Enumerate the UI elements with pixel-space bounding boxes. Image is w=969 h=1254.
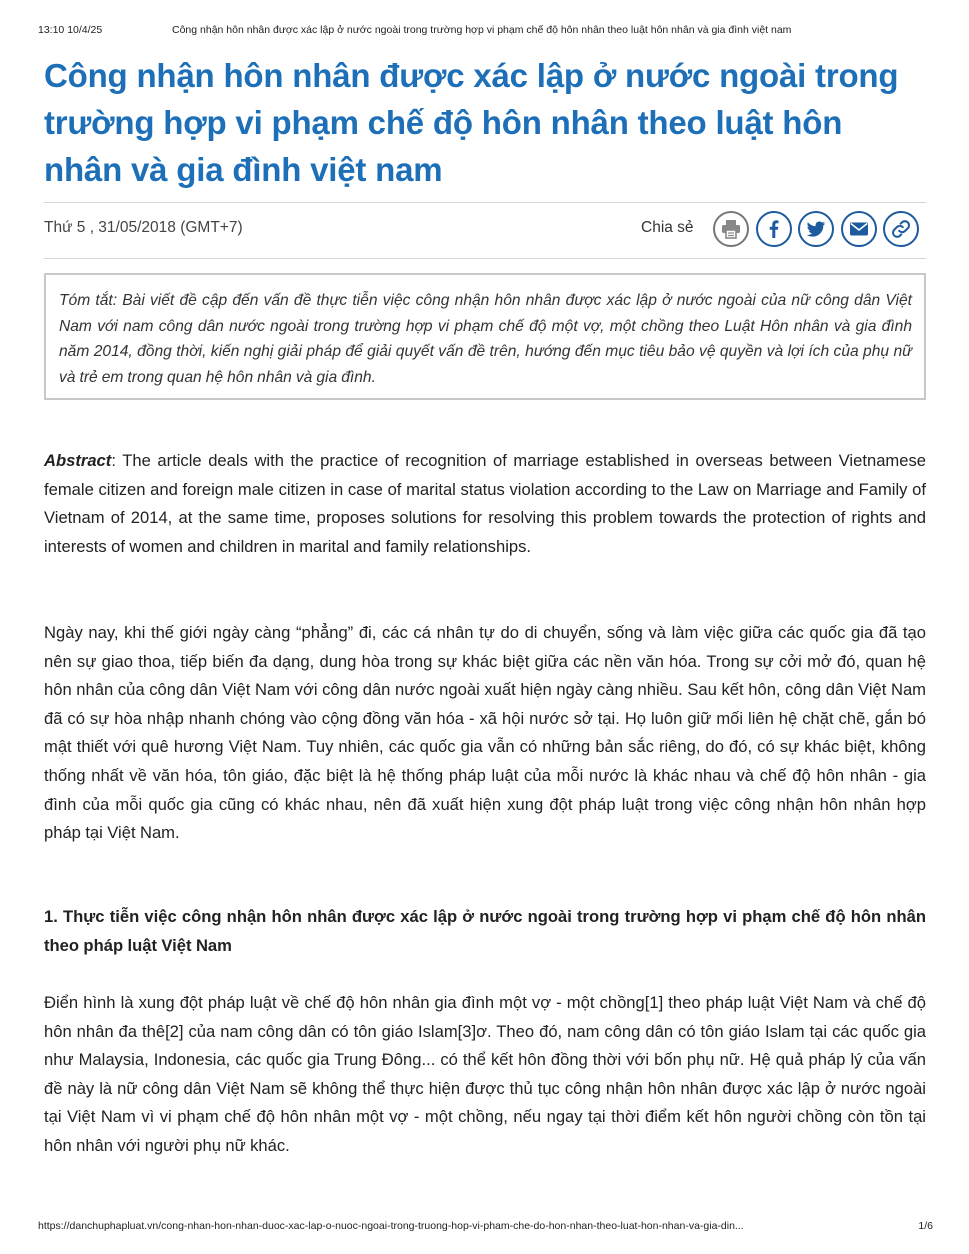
- copy-link-button[interactable]: [883, 211, 919, 247]
- facebook-icon: [763, 218, 785, 240]
- body-paragraph-1: Ngày nay, khi thế giới ngày càng “phẳng” đi, các cá nhân tự do di chuyển, sống và làm việc giữa các quốc gia đã tạo nên sự giao thoa, tiếp biến đa dạng, dung hòa trong sự khác biệt giữa các nền văn hóa. Trong sự cởi mở đó, quan hệ hôn nhân của công dân Việt Nam với công dân nước ngoài xuất hiện ngày càng nhiều. Sau kết hôn, công dân Việt Nam đã có sự hòa nhập nhanh chóng vào cộng đồng văn hóa - xã hội nước sở tại. Họ luôn giữ mối liên hệ chặt chẽ, gắn bó mật thiết với quê hương Việt Nam. Tuy nhiên, các quốc gia vẫn có những bản sắc riêng, do đó, có sự khác biệt, không thống nhất về văn hóa, tôn giáo, đặc biệt là hệ thống pháp luật của mỗi nước là khác nhau và chế độ hôn nhân - gia đình của mỗi quốc gia cũng có khác nhau, nên đã xuất hiện xung đột pháp luật trong việc công nhận hôn nhân hợp pháp tại Việt Nam.: [44, 623, 926, 843]
- publish-date: Thứ 5 , 31/05/2018 (GMT+7): [44, 219, 243, 236]
- body-paragraph-2: Điển hình là xung đột pháp luật về chế độ hôn nhân gia đình một vợ - một chồng[1] theo pháp luật Việt Nam và chế độ hôn nhân đa thê[2] của nam công dân có tôn giáo Islam[3]ơ. Theo đó, nam công dân có tôn giáo Islam tại các quốc gia như Malaysia, Indonesia, các quốc gia Trung Đông... có thể kết hôn đồng thời với bốn phụ nữ. Hệ quả pháp lý của vấn đề này là nữ công dân Việt Nam sẽ không thể thực hiện được thủ tục công nhận hôn nhân được xác lập ở nước ngoài tại Việt Nam vì vi phạm chế độ hôn nhân một vợ - một chồng, nếu ngay tại thời điểm kết hôn người chồng còn tồn tại hôn nhân với người phụ nữ khác.: [44, 993, 926, 1155]
- print-icon: [720, 218, 742, 240]
- print-button[interactable]: [713, 211, 749, 247]
- summary-label: Tóm tắt:: [59, 292, 118, 309]
- abstract-label: Abstract: [44, 451, 112, 470]
- facebook-share-button[interactable]: [756, 211, 792, 247]
- page-url: https://danchuphapluat.vn/cong-nhan-hon-nhan-duoc-xac-lap-o-nuoc-ngoai-trong-truong-hop-vi-pham-che-do-hon-nhan-theo-luat-hon-nhan-va-gia-din...: [38, 1220, 744, 1232]
- summary-text: Bài viết đề cập đến vấn đề thực tiễn việc công nhận hôn nhân được xác lập ở nước ngoài của nữ công dân Việt Nam với nam công dân nước ngoài trong trường hợp vi phạm chế độ một vợ, một chồng theo Luật Hôn nhân và gia đình năm 2014, đồng thời, kiến nghị giải pháp để giải quyết vấn đề trên, hướng đến mục tiêu bảo vệ quyền và lợi ích của phụ nữ và trẻ em trong quan hệ hôn nhân và gia đình.: [59, 292, 912, 386]
- abstract-text: : The article deals with the practice of recognition of marriage established in overseas between Vietnamese female citizen and foreign male citizen in case of marital status violation according to the Law on Marriage and Family of Vietnam of 2014, at the same time, proposes solutions for resolving this problem towards the protection of rights and interests of women and children in marital and family relationships.: [44, 451, 926, 556]
- link-icon: [890, 218, 912, 240]
- section-heading: 1. Thực tiễn việc công nhận hôn nhân được xác lập ở nước ngoài trong trường hợp vi phạm chế độ hôn nhân theo pháp luật Việt Nam: [44, 907, 926, 955]
- print-timestamp: 13:10 10/4/25: [38, 24, 103, 36]
- email-share-button[interactable]: [841, 211, 877, 247]
- divider: [44, 258, 926, 259]
- twitter-share-button[interactable]: [798, 211, 834, 247]
- divider: [44, 202, 926, 203]
- email-icon: [848, 218, 870, 240]
- share-buttons: [713, 211, 919, 247]
- print-header-title: Công nhận hôn nhân được xác lập ở nước ngoài trong trường hợp vi phạm chế độ hôn nhân theo luật hôn nhân và gia đình việt nam: [172, 24, 792, 36]
- page-number: 1/6: [918, 1220, 933, 1232]
- share-label: Chia sẻ: [641, 219, 694, 236]
- abstract-paragraph: [44, 447, 926, 561]
- summary-box: [44, 273, 926, 400]
- article-title: Công nhận hôn nhân được xác lập ở nước ngoài trong trường hợp vi phạm chế độ hôn nhân theo luật hôn nhân và gia đình việt nam: [44, 57, 899, 188]
- twitter-icon: [805, 218, 827, 240]
